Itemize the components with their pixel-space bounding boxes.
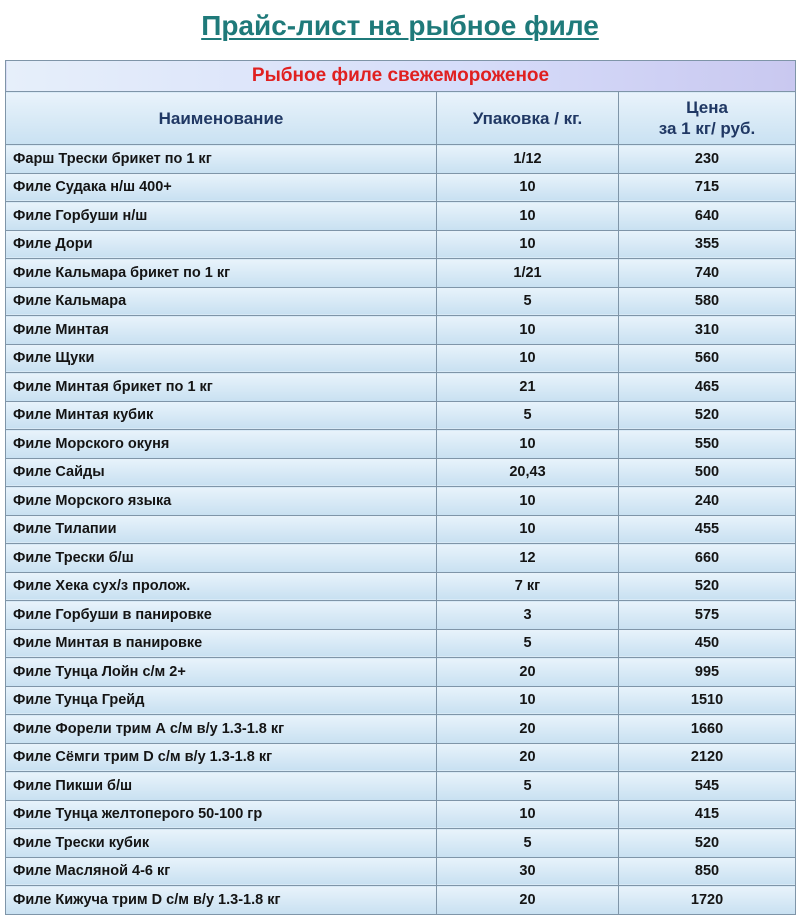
price-cell: 1510	[619, 686, 796, 715]
pack-cell: 10	[437, 686, 619, 715]
table-row	[6, 344, 796, 373]
pack-cell: 1/21	[437, 259, 619, 288]
table-row	[6, 572, 796, 601]
product-name-cell: Филе Пикши б/ш	[6, 772, 437, 801]
product-name-cell: Филе Хека сух/з пролож.	[6, 572, 437, 601]
pack-cell: 5	[437, 287, 619, 316]
table-row	[6, 373, 796, 402]
price-table	[5, 60, 796, 915]
pack-cell: 10	[437, 487, 619, 516]
column-header-price-line2: за 1 кг/ руб.	[658, 119, 756, 138]
price-cell: 715	[619, 173, 796, 202]
price-cell: 995	[619, 658, 796, 687]
table-row	[6, 544, 796, 573]
pack-cell: 10	[437, 515, 619, 544]
table-row	[6, 401, 796, 430]
price-cell: 240	[619, 487, 796, 516]
pack-cell: 10	[437, 316, 619, 345]
table-row	[6, 430, 796, 459]
table-row	[6, 772, 796, 801]
section-title: Рыбное филе свежемороженое	[6, 61, 796, 92]
table-row	[6, 259, 796, 288]
product-name-cell: Филе Минтая в панировке	[6, 629, 437, 658]
price-cell: 500	[619, 458, 796, 487]
pack-cell: 10	[437, 173, 619, 202]
product-name-cell: Филе Тунца желтоперого 50-100 гр	[6, 800, 437, 829]
page-title	[0, 10, 800, 42]
pack-cell: 10	[437, 344, 619, 373]
product-name-cell: Филе Кальмара брикет по 1 кг	[6, 259, 437, 288]
pack-cell: 20	[437, 743, 619, 772]
price-cell: 560	[619, 344, 796, 373]
product-name-cell: Филе Трески б/ш	[6, 544, 437, 573]
product-name-cell: Филе Щуки	[6, 344, 437, 373]
price-cell: 640	[619, 202, 796, 231]
product-name-cell: Филе Сайды	[6, 458, 437, 487]
table-row	[6, 173, 796, 202]
product-name-cell: Филе Сёмги трим D с/м в/у 1.3-1.8 кг	[6, 743, 437, 772]
pack-cell: 10	[437, 202, 619, 231]
table-row	[6, 316, 796, 345]
table-row	[6, 857, 796, 886]
pack-cell: 10	[437, 430, 619, 459]
table-row	[6, 829, 796, 858]
pack-cell: 30	[437, 857, 619, 886]
column-header-pack: Упаковка / кг.	[437, 92, 619, 145]
pack-cell: 20,43	[437, 458, 619, 487]
table-row	[6, 715, 796, 744]
table-row	[6, 686, 796, 715]
product-name-cell: Филе Тилапии	[6, 515, 437, 544]
table-row	[6, 287, 796, 316]
pack-cell: 10	[437, 800, 619, 829]
table-row	[6, 458, 796, 487]
table-row	[6, 743, 796, 772]
price-cell: 520	[619, 572, 796, 601]
product-name-cell: Филе Судака н/ш 400+	[6, 173, 437, 202]
price-cell: 1660	[619, 715, 796, 744]
table-row	[6, 658, 796, 687]
product-name-cell: Филе Минтая кубик	[6, 401, 437, 430]
price-cell: 550	[619, 430, 796, 459]
price-cell: 1720	[619, 886, 796, 915]
price-cell: 580	[619, 287, 796, 316]
table-body	[6, 145, 796, 915]
table-row	[6, 230, 796, 259]
price-cell: 660	[619, 544, 796, 573]
column-header-name: Наименование	[6, 92, 437, 145]
pack-cell: 20	[437, 886, 619, 915]
table-row	[6, 601, 796, 630]
product-name-cell: Филе Кальмара	[6, 287, 437, 316]
product-name-cell: Филе Дори	[6, 230, 437, 259]
price-cell: 575	[619, 601, 796, 630]
product-name-cell: Филе Горбуши в панировке	[6, 601, 437, 630]
price-cell: 2120	[619, 743, 796, 772]
price-cell: 455	[619, 515, 796, 544]
product-name-cell: Филе Масляной 4-6 кг	[6, 857, 437, 886]
table-row	[6, 886, 796, 915]
product-name-cell: Филе Тунца Лойн с/м 2+	[6, 658, 437, 687]
price-cell: 545	[619, 772, 796, 801]
pack-cell: 5	[437, 829, 619, 858]
table-row	[6, 629, 796, 658]
pack-cell: 20	[437, 715, 619, 744]
table-row	[6, 487, 796, 516]
product-name-cell: Филе Форели трим А с/м в/у 1.3-1.8 кг	[6, 715, 437, 744]
table-row	[6, 800, 796, 829]
price-cell: 355	[619, 230, 796, 259]
price-cell: 450	[619, 629, 796, 658]
price-cell: 740	[619, 259, 796, 288]
column-header-price	[619, 92, 796, 145]
pack-cell: 10	[437, 230, 619, 259]
pack-cell: 1/12	[437, 145, 619, 174]
pack-cell: 7 кг	[437, 572, 619, 601]
price-cell: 310	[619, 316, 796, 345]
pack-cell: 20	[437, 658, 619, 687]
price-cell: 230	[619, 145, 796, 174]
pack-cell: 5	[437, 401, 619, 430]
pack-cell: 3	[437, 601, 619, 630]
product-name-cell: Филе Морского окуня	[6, 430, 437, 459]
product-name-cell: Фарш Трески брикет по 1 кг	[6, 145, 437, 174]
column-header-row	[6, 92, 796, 145]
table-row	[6, 202, 796, 231]
column-header-price-line1: Цена	[686, 98, 728, 117]
section-header-row	[6, 61, 796, 92]
product-name-cell: Филе Минтая брикет по 1 кг	[6, 373, 437, 402]
product-name-cell: Филе Горбуши н/ш	[6, 202, 437, 231]
product-name-cell: Филе Морского языка	[6, 487, 437, 516]
price-cell: 520	[619, 401, 796, 430]
price-cell: 520	[619, 829, 796, 858]
price-cell: 850	[619, 857, 796, 886]
product-name-cell: Филе Кижуча трим D с/м в/у 1.3-1.8 кг	[6, 886, 437, 915]
pack-cell: 12	[437, 544, 619, 573]
pack-cell: 5	[437, 629, 619, 658]
product-name-cell: Филе Тунца Грейд	[6, 686, 437, 715]
table-row	[6, 515, 796, 544]
pack-cell: 5	[437, 772, 619, 801]
table-row	[6, 145, 796, 174]
product-name-cell: Филе Трески кубик	[6, 829, 437, 858]
price-cell: 465	[619, 373, 796, 402]
price-cell: 415	[619, 800, 796, 829]
product-name-cell: Филе Минтая	[6, 316, 437, 345]
pack-cell: 21	[437, 373, 619, 402]
page-title-text: Прайс-лист на рыбное филе	[201, 10, 599, 41]
